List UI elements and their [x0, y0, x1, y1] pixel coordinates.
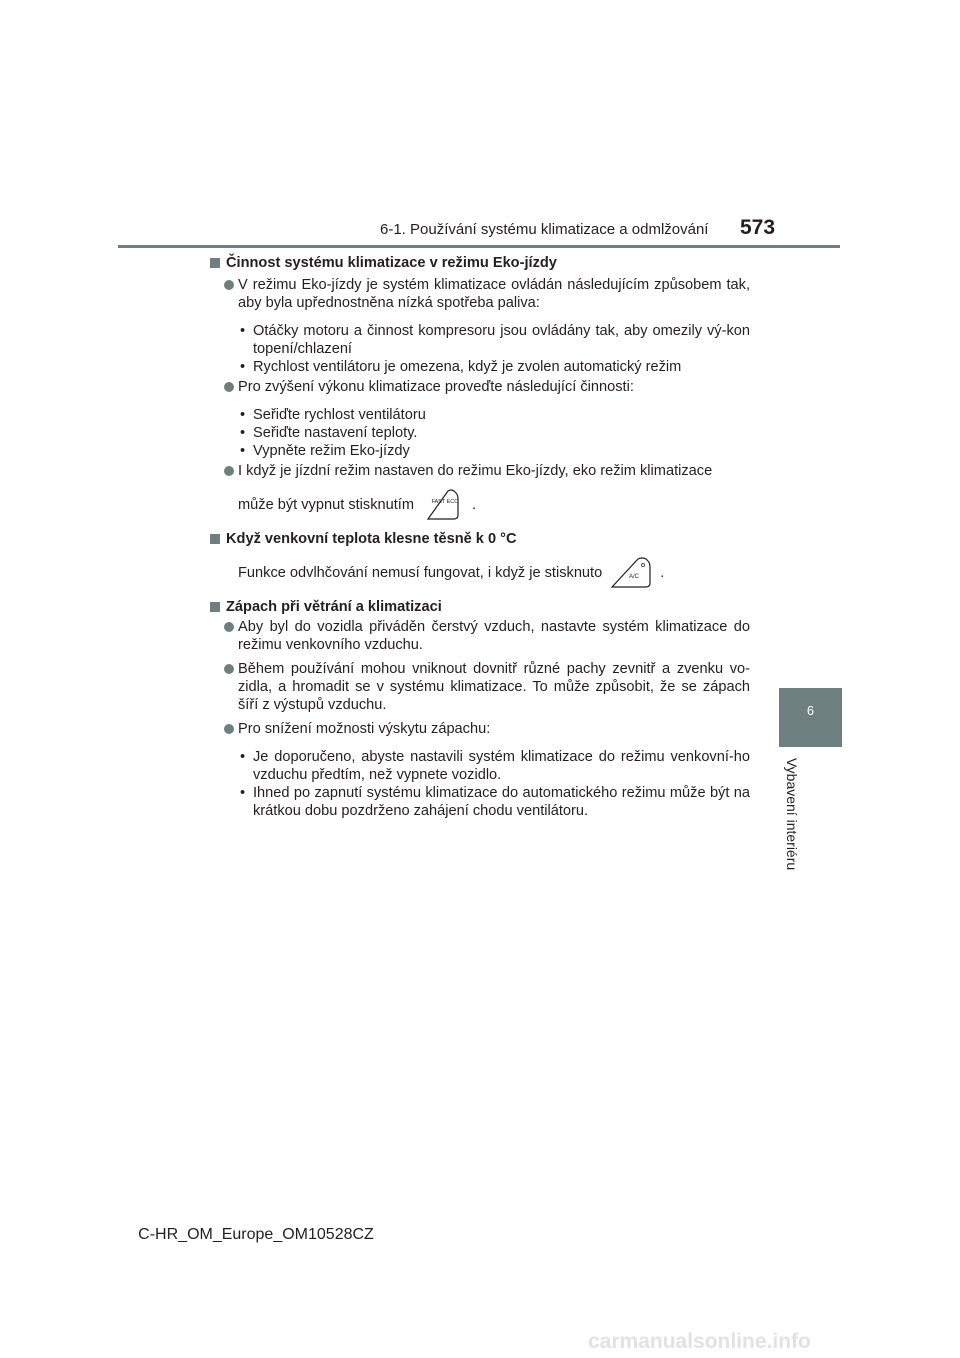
bullet-dot-icon: [224, 622, 234, 632]
main-content: [210, 254, 750, 820]
bullet-dot-icon: [224, 280, 234, 290]
chapter-title-vertical: [772, 758, 812, 870]
list-item: Pro snížení možnosti výskytu zápachu:: [210, 720, 750, 738]
paragraph: Funkce odvlhčování nemusí fungovat, i když je stisknuto A/C .: [210, 554, 750, 592]
list-item-continuation: může být vypnut stisknutím FAST ECO .: [210, 488, 750, 522]
sub-list-item: • Ihned po zapnutí systému klimatizace do automatického režimu může být na krátkou dobu pozdrženo zahájení chodu ventilátoru.: [240, 785, 750, 819]
header-rule: [118, 245, 840, 248]
sub-list-item: • Seřiďte rychlost ventilátoru: [240, 407, 426, 423]
sub-list-item: • Rychlost ventilátoru je omezena, když je zvolen automatický režim: [240, 359, 682, 375]
chapter-number: 6: [806, 703, 815, 718]
svg-text:A/C: A/C: [629, 574, 640, 581]
bullet-dot-icon: [224, 724, 234, 734]
bullet-dot-icon: [224, 382, 234, 392]
list-item: Aby byl do vozidla přiváděn čerstvý vzduch, nastavte systém klimatizace do režimu venkovního vzduchu.: [210, 618, 750, 654]
square-marker-icon: [210, 534, 220, 544]
section-heading: Když venkovní teplota klesne těsně k 0 °C: [210, 530, 750, 548]
list-item: V režimu Eko-jízdy je systém klimatizace ovládán následujícím způsobem tak, aby byla upřednostněna nízká spotřeba paliva:: [210, 276, 750, 312]
sub-list-item: • Vypněte režim Eko-jízdy: [240, 443, 410, 459]
section-heading: Činnost systému klimatizace v režimu Eko-jízdy: [210, 254, 750, 272]
chapter-tab: [779, 688, 842, 747]
square-marker-icon: [210, 602, 220, 612]
header-title: 6-1. Používání systému klimatizace a odmlžování: [380, 221, 709, 238]
chapter-title: Vybavení interiéru: [784, 757, 800, 871]
footer-document-code: C-HR_OM_Europe_OM10528CZ: [138, 1226, 374, 1243]
bullet-dot-icon: [224, 664, 234, 674]
list-item: I když je jízdní režim nastaven do režimu Eko-jízdy, eko režim klimatizace: [210, 462, 750, 480]
list-item: Pro zvýšení výkonu klimatizace proveďte následující činnosti:: [210, 378, 750, 396]
sub-list-item: • Je doporučeno, abyste nastavili systém klimatizace do režimu venkovní-ho vzduchu předtím, než vypnete vozidlo.: [240, 749, 750, 783]
sub-list-item: • Otáčky motoru a činnost kompresoru jsou ovládány tak, aby omezily vý-kon topení/chlazení: [240, 323, 750, 357]
section-heading: Zápach při větrání a klimatizaci: [210, 598, 750, 616]
fast-eco-button-icon: [418, 489, 468, 521]
sub-list-item: • Seřiďte nastavení teploty.: [240, 425, 418, 441]
square-marker-icon: [210, 258, 220, 268]
list-item: Během používání mohou vniknout dovnitř různé pachy zevnitř a zvenku vo-zidla, a hromadit se v systému klimatizace. To může způsobit, že se zápach šíří z výstupů vzduchu.: [210, 660, 750, 714]
page-number: 573: [740, 216, 776, 239]
watermark: carmanualsonline.info: [588, 1330, 811, 1353]
bullet-dot-icon: [224, 466, 234, 476]
svg-text:FAST ECO: FAST ECO: [431, 499, 459, 506]
ac-button-icon: [606, 557, 656, 589]
